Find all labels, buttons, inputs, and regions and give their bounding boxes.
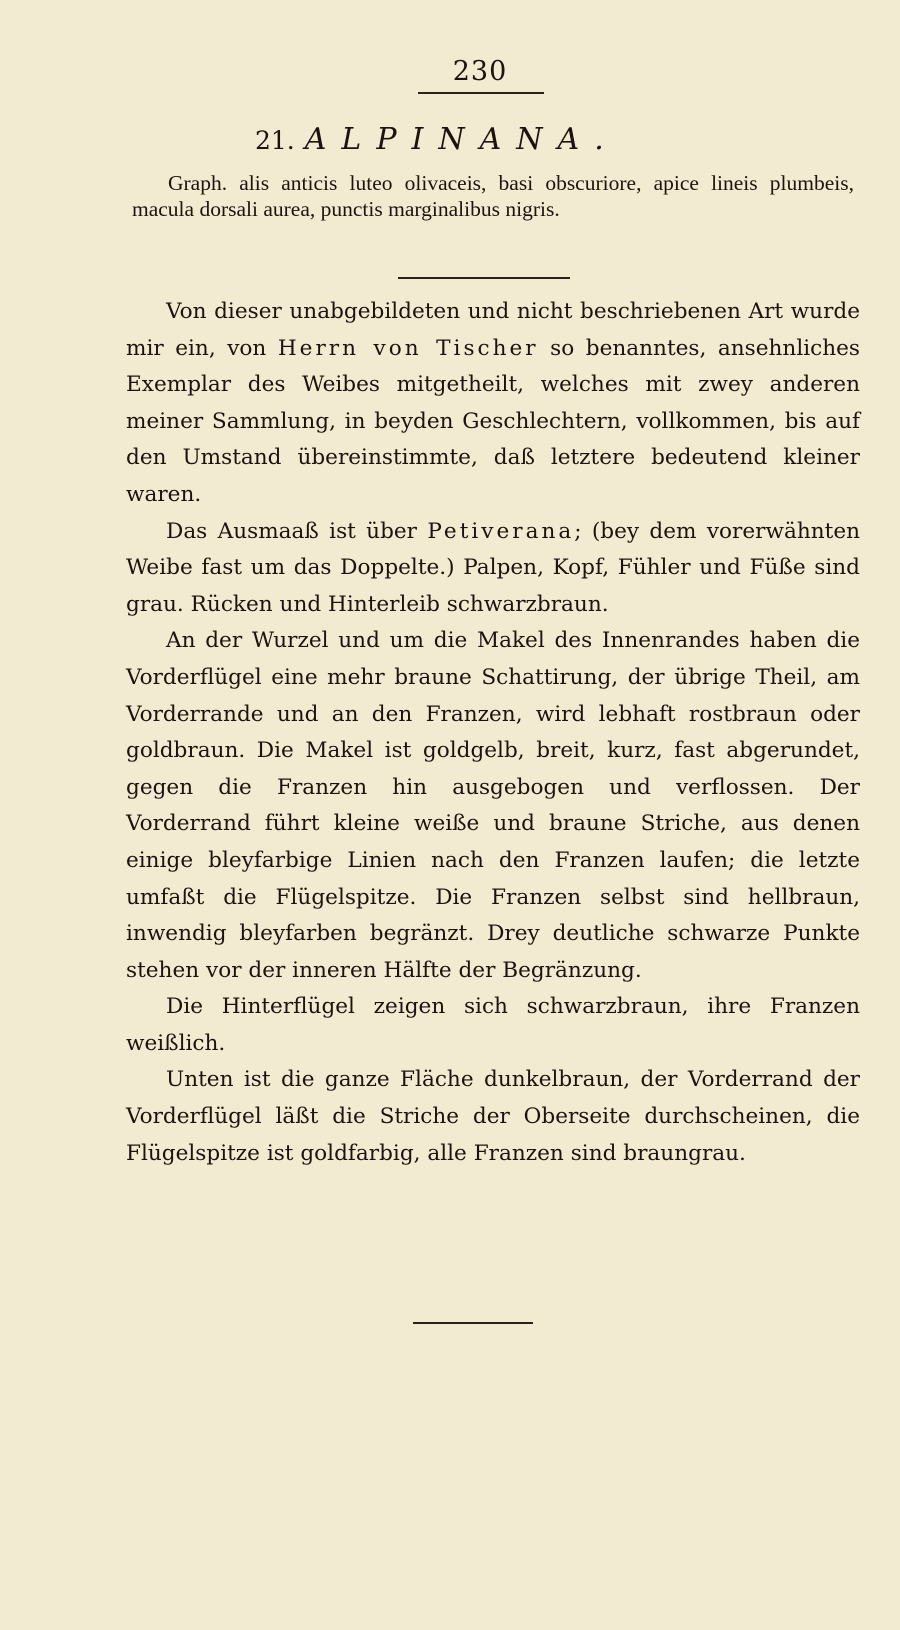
paragraph: Unten ist die ganze Fläche dunkelbraun, der Vorderrand der Vorderflügel läßt die Striche der Oberseite durchscheinen, die Flügelspitze ist goldfarbig, alle Franzen sind braungrau. [126, 1067, 860, 1166]
page-number-rule [418, 92, 544, 94]
species-name: ALPINANA. [304, 122, 619, 157]
spaced-name: Herrn von Tischer [277, 335, 539, 361]
section-divider [398, 277, 570, 279]
paragraph: Die Hinterflügel zeigen sich schwarzbraun, ihre Franzen weißlich. [126, 994, 860, 1056]
description-body [126, 294, 860, 1172]
end-rule [413, 1322, 533, 1324]
diagnosis-text: Graph. alis anticis luteo olivaceis, basi obscuriore, apice lineis plumbeis, macula dorsali aurea, punctis marginalibus nigris. [132, 171, 854, 221]
paragraph: Das Ausmaaß ist über Petiverana; (bey dem vorerwähnten Weibe fast um das Doppelte.) Palpen, Kopf, Fühler und Füße sind grau. Rücken und Hinterleib schwarzbraun. [126, 518, 861, 617]
species-number: 21. [255, 126, 295, 155]
spaced-name: Petiverana [427, 518, 575, 544]
latin-diagnosis [132, 170, 854, 222]
paragraph: Von dieser unabgebildeten und nicht beschriebenen Art wurde mir ein, von Herrn von Tischer so benanntes, ansehnliches Exemplar des Weibes mitgetheilt, welches mit zwey anderen meiner Sammlung, in beyden Geschlechtern, vollkommen, bis auf den Umstand übereinstimmte, daß letztere bedeutend kleiner waren. [126, 299, 860, 507]
paragraph: An der Wurzel und um die Makel des Innenrandes haben die Vorderflügel eine mehr braune Schattirung, der übrige Theil, am Vorderrande und an den Franzen, wird lebhaft rostbraun oder goldbraun. Die Makel ist goldgelb, breit, kurz, fast abgerundet, gegen die Franzen hin ausgebogen und verflossen. Der Vorderrand führt kleine weiße und braune Striche, aus denen einige bleyfarbige Linien nach den Franzen laufen; die letzte umfaßt die Flügelspitze. Die Franzen selbst sind hellbraun, inwendig bleyfarben begränzt. Drey deutliche schwarze Punkte stehen vor der inneren Hälfte der Begränzung. [126, 628, 860, 983]
species-heading [255, 122, 735, 157]
page-number: 230 [452, 56, 508, 87]
